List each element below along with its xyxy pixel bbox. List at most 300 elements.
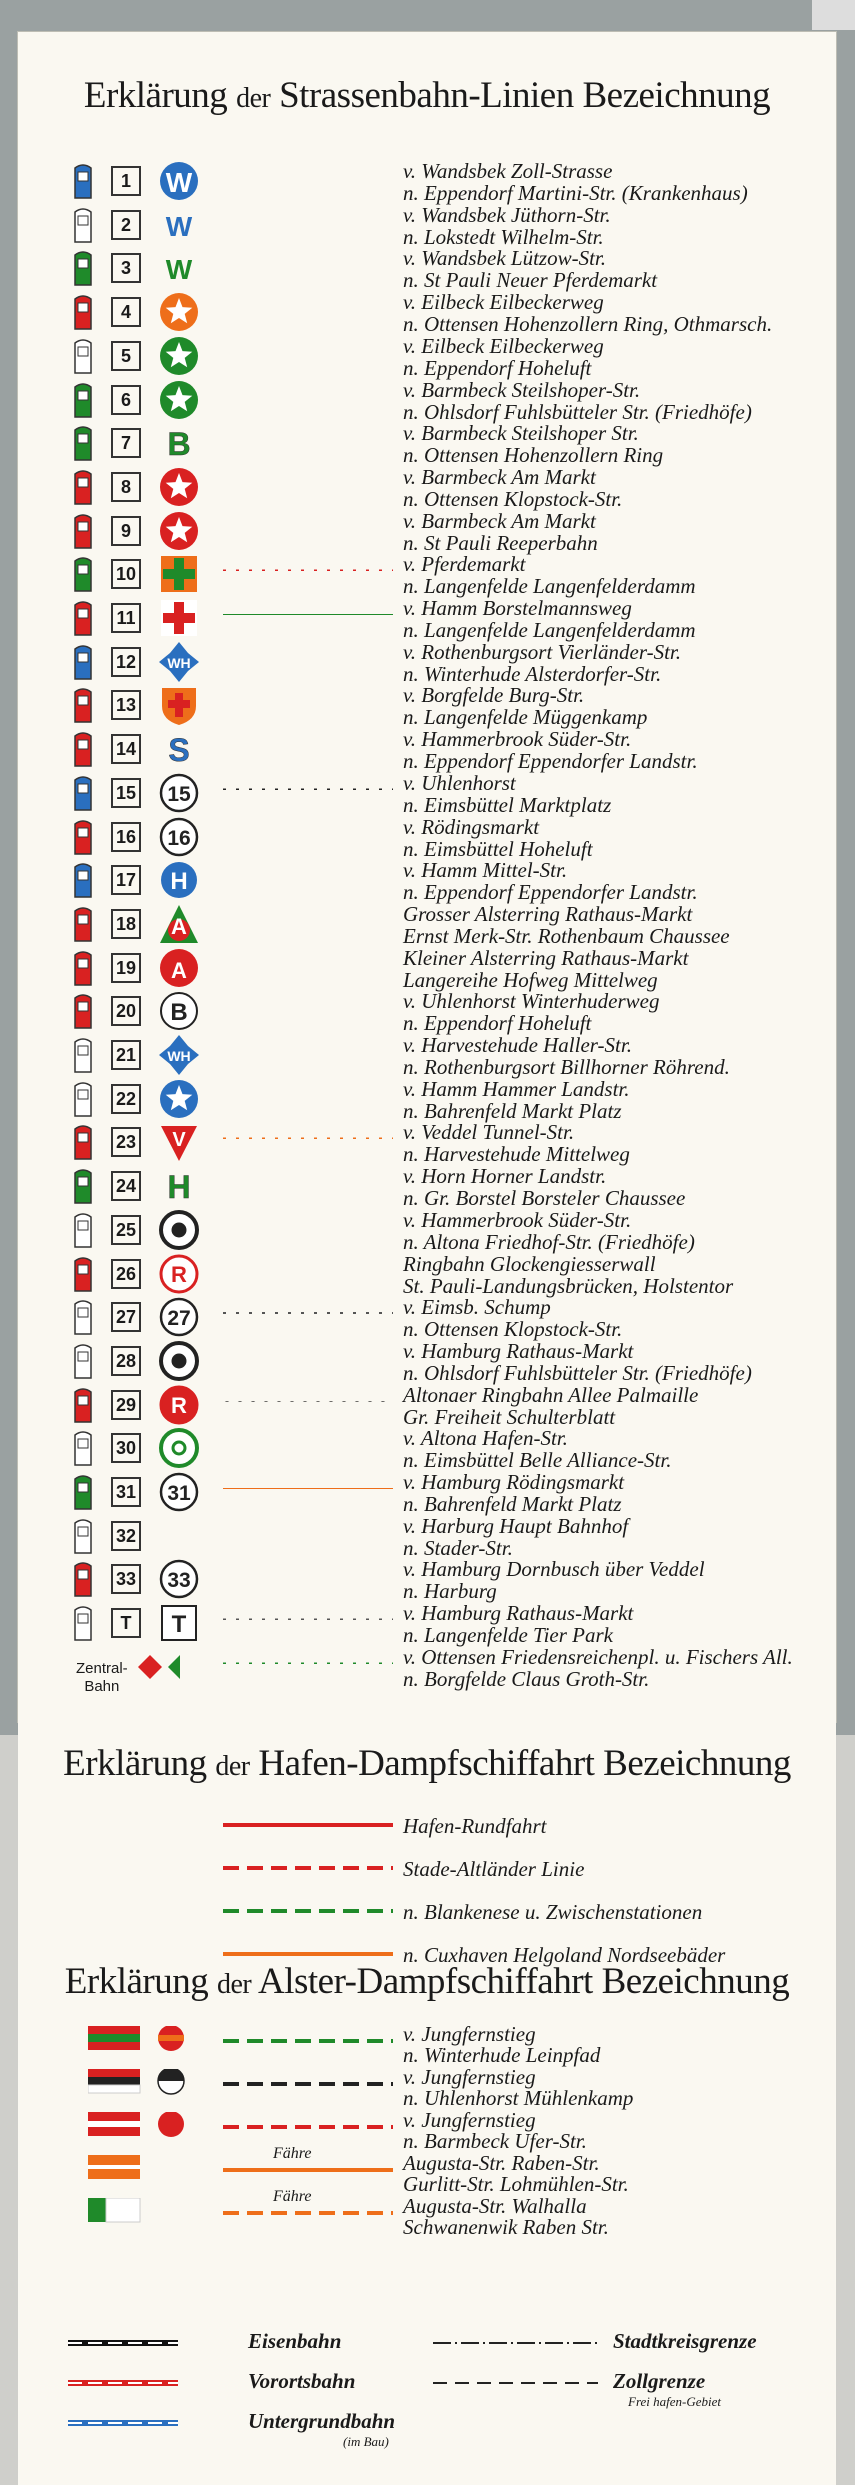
tram-icon	[72, 1036, 94, 1074]
route-row	[18, 1253, 836, 1299]
route-to: n. Rothenburgsort Billhorner Röhrend.	[403, 1055, 730, 1079]
route-symbol-icon	[158, 1078, 200, 1120]
alster-title	[18, 1960, 836, 2003]
route-number: 18	[111, 909, 141, 939]
route-line	[223, 1133, 393, 1139]
schiffahrt-card	[18, 1722, 836, 2485]
route-number: 23	[111, 1127, 141, 1157]
route-number: T	[111, 1608, 141, 1638]
route-symbol-icon	[158, 1253, 200, 1295]
route-line	[223, 1352, 393, 1358]
route-number: 17	[111, 865, 141, 895]
route-line	[223, 1090, 393, 1096]
route-to: n. Eppendorf Hoheluft	[403, 355, 592, 380]
route-line	[223, 522, 393, 528]
route-symbol-icon	[158, 466, 200, 508]
tram-icon	[72, 1211, 94, 1249]
route-number: 13	[111, 690, 141, 720]
alster-line	[223, 2161, 393, 2179]
route-to: n. Eimsbüttel Hoheluft	[403, 836, 593, 861]
alster-line	[223, 2075, 393, 2093]
route-line	[223, 1570, 393, 1576]
tram-icon	[72, 555, 94, 593]
alster-flag-icon	[88, 2112, 188, 2140]
alster-title-small: der	[216, 1969, 252, 2000]
route-row	[18, 291, 836, 337]
hafen-title-1: Erklärung	[63, 1743, 207, 1784]
tram-icon	[72, 293, 94, 331]
svg-text:H: H	[167, 1169, 191, 1206]
route-from: v. Altona Hafen-Str.	[403, 1426, 568, 1451]
route-to: n. Borgfelde Claus Groth-Str.	[403, 1666, 650, 1691]
tram-icon	[72, 337, 94, 375]
route-to: n. Gr. Borstel Borsteler Chaussee	[403, 1186, 686, 1211]
route-line	[223, 784, 393, 790]
route-number: 16	[111, 822, 141, 852]
route-from: Kleiner Alsterring Rathaus-Markt	[403, 945, 689, 970]
faehre-label: Fähre	[273, 2145, 312, 2162]
route-line	[223, 347, 393, 353]
tram-icon	[72, 1517, 94, 1555]
route-number: 33	[111, 1564, 141, 1594]
route-row	[18, 816, 836, 862]
route-symbol-icon	[158, 247, 200, 289]
route-number: 10	[111, 559, 141, 589]
route-line	[223, 696, 393, 702]
alster-to: Gurlitt-Str. Lohmühlen-Str.	[403, 2172, 629, 2196]
route-row	[18, 772, 836, 818]
alster-from: Augusta-Str. Raben-Str.	[403, 2151, 600, 2175]
route-row	[18, 247, 836, 293]
route-row	[18, 466, 836, 512]
alster-to: n. Uhlenhorst Mühlenkamp	[403, 2086, 634, 2110]
tram-icon	[72, 905, 94, 943]
route-to: n. Ottensen Hohenzollern Ring, Othmarsch.	[403, 312, 773, 337]
route-symbol-icon	[158, 1165, 200, 1207]
route-to: n. Ottensen Klopstock-Str.	[403, 486, 623, 511]
hafen-line	[223, 1859, 393, 1877]
route-line	[223, 959, 393, 965]
route-number: 32	[111, 1521, 141, 1551]
route-row	[18, 1078, 836, 1124]
route-line	[223, 303, 393, 309]
route-row	[18, 859, 836, 905]
route-number: 28	[111, 1346, 141, 1376]
tram-icon	[72, 468, 94, 506]
route-symbol-icon	[158, 990, 200, 1032]
route-symbol-icon	[158, 1471, 200, 1513]
route-number: 8	[111, 472, 141, 502]
route-symbol-icon	[158, 947, 200, 989]
route-number: 27	[111, 1302, 141, 1332]
route-number: 20	[111, 996, 141, 1026]
route-symbol-icon	[158, 204, 200, 246]
route-from: v. Hamm Mittel-Str.	[403, 858, 568, 883]
route-symbol-icon	[158, 379, 200, 421]
top-strip	[812, 0, 855, 30]
route-to: n. St Pauli Neuer Pferdemarkt	[403, 268, 658, 293]
route-row	[18, 379, 836, 425]
route-number: 29	[111, 1390, 141, 1420]
route-from: v. Eimsb. Schump	[403, 1295, 551, 1320]
route-symbol-icon	[158, 597, 200, 639]
route-to: n. Langenfelde Langenfelderdamm	[403, 618, 696, 642]
svg-text:T: T	[171, 1611, 187, 1639]
svg-text:31: 31	[167, 1482, 191, 1505]
route-line	[223, 1002, 393, 1008]
route-number: 5	[111, 341, 141, 371]
route-row	[18, 1427, 836, 1473]
tram-icon	[72, 686, 94, 724]
route-to: n. Langenfelde Müggenkamp	[403, 705, 648, 730]
route-to: n. Eppendorf Eppendorfer Landstr.	[403, 749, 698, 774]
route-from: v. Horn Horner Landstr.	[403, 1164, 607, 1189]
alster-to: n. Winterhude Leinpfad	[403, 2043, 601, 2067]
alster-line	[223, 2204, 393, 2222]
alster-from: v. Jungfernstieg	[403, 2022, 536, 2046]
route-number: 7	[111, 428, 141, 458]
route-row	[18, 903, 836, 949]
route-row	[18, 422, 836, 468]
route-row	[18, 1558, 836, 1604]
route-symbol-icon	[158, 335, 200, 377]
route-symbol-icon	[158, 1340, 200, 1382]
route-to: n. Eimsbüttel Marktplatz	[403, 792, 612, 817]
tram-icon	[72, 1473, 94, 1511]
route-row	[18, 1471, 836, 1517]
route-line	[223, 1221, 393, 1227]
tram-icon	[72, 1167, 94, 1205]
route-to: n. St Pauli Reeperbahn	[403, 530, 598, 555]
alster-from: Augusta-Str. Walhalla	[403, 2194, 587, 2218]
route-from: v. Hamm Borstelmannsweg	[403, 596, 632, 620]
route-symbol-icon	[158, 1427, 200, 1469]
route-symbol-icon	[158, 1034, 200, 1076]
route-symbol-icon	[158, 1209, 200, 1251]
route-to: n. Bahrenfeld Markt Platz	[403, 1098, 622, 1123]
route-to: n. Lokstedt Wilhelm-Str.	[403, 224, 604, 249]
tram-icon	[72, 512, 94, 550]
route-number: 21	[111, 1040, 141, 1070]
route-number: 30	[111, 1433, 141, 1463]
route-symbol-icon	[158, 816, 200, 858]
svg-text:A: A	[171, 957, 187, 983]
route-to: n. Eppendorf Hoheluft	[403, 1011, 592, 1036]
route-row	[18, 990, 836, 1036]
route-symbol-icon	[158, 772, 200, 814]
route-to: n. Ottensen Klopstock-Str.	[403, 1317, 623, 1342]
svg-text:A: A	[171, 913, 187, 939]
route-row	[18, 1646, 836, 1692]
route-line	[223, 172, 393, 178]
route-to: n. Harburg	[403, 1579, 497, 1604]
svg-text:R: R	[171, 1261, 187, 1287]
tram-icon	[72, 599, 94, 637]
route-row	[18, 947, 836, 993]
route-to: n. Eimsbüttel Belle Alliance-Str.	[403, 1448, 672, 1473]
route-line	[223, 609, 393, 615]
tram-icon	[72, 643, 94, 681]
route-symbol-icon	[158, 1296, 200, 1338]
tram-icon	[72, 1429, 94, 1467]
route-line	[223, 1046, 393, 1052]
route-number: 3	[111, 253, 141, 283]
route-row	[18, 1515, 836, 1561]
untergrundbahn-label: Untergrundbahn	[248, 2409, 396, 2433]
tram-icon	[72, 1560, 94, 1598]
route-row	[18, 728, 836, 774]
svg-text:V: V	[172, 1129, 186, 1152]
title-word-1: Erklärung	[83, 75, 228, 116]
route-row	[18, 597, 836, 643]
route-to: n. Ottensen Hohenzollern Ring	[403, 443, 664, 468]
svg-text:S: S	[168, 732, 190, 769]
zentral-bahn-label: Zentral- Bahn	[76, 1660, 128, 1695]
route-from: v. Hamburg Rödingsmarkt	[403, 1470, 625, 1494]
route-number: 6	[111, 385, 141, 415]
vorortsbahn-label: Vorortsbahn	[248, 2369, 356, 2393]
route-from: v. Harburg Haupt Bahnhof	[403, 1513, 629, 1538]
route-line	[223, 1483, 393, 1489]
route-to: St. Pauli-Landungsbrücken, Holstentor	[403, 1273, 734, 1298]
tram-icon	[72, 861, 94, 899]
route-line	[223, 391, 393, 397]
route-number: 22	[111, 1084, 141, 1114]
route-from: Ringbahn Glockengiesserwall	[403, 1251, 656, 1276]
route-number: 26	[111, 1259, 141, 1289]
alster-title-1: Erklärung	[64, 1961, 209, 2002]
route-symbol-icon	[158, 1121, 200, 1163]
tram-icon	[72, 162, 94, 200]
route-from: v. Barmbeck Am Markt	[403, 508, 596, 533]
title-word-2: Strassenbahn-Linien Bezeichnung	[279, 75, 771, 116]
route-line	[223, 216, 393, 222]
route-to: n. Eppendorf Eppendorfer Landstr.	[403, 880, 698, 905]
strassenbahn-title	[18, 74, 836, 117]
legend-lines	[68, 2337, 188, 2457]
route-from: v. Barmbeck Am Markt	[403, 464, 596, 489]
route-number: 19	[111, 953, 141, 983]
tram-icon	[72, 381, 94, 419]
im-bau-label: (im Bau)	[343, 2434, 389, 2449]
hafen-line	[223, 1816, 393, 1834]
route-from: v. Hamburg Rathaus-Markt	[403, 1601, 634, 1626]
alster-from: v. Jungfernstieg	[403, 2065, 536, 2089]
svg-text:33: 33	[167, 1569, 191, 1593]
alster-flag-icon	[88, 2069, 188, 2097]
tram-icon	[72, 730, 94, 768]
route-line	[223, 1308, 393, 1314]
route-number: 2	[111, 210, 141, 240]
route-from: v. Uhlenhorst	[403, 770, 516, 795]
route-line	[223, 740, 393, 746]
hafen-label: n. Cuxhaven Helgoland Nordseebäder	[403, 1943, 726, 1967]
route-line	[223, 828, 393, 834]
svg-text:W: W	[165, 254, 193, 286]
route-symbol-icon	[158, 1602, 200, 1644]
alster-flag-icon	[88, 2155, 188, 2183]
route-to: n. Winterhude Alsterdorfer-Str.	[403, 661, 662, 686]
route-to: n. Stader-Str.	[403, 1535, 513, 1560]
alster-to: Schwanenwik Raben Str.	[403, 2215, 609, 2239]
svg-text:16: 16	[167, 826, 191, 850]
route-row	[18, 1209, 836, 1255]
route-symbol-icon	[158, 728, 200, 770]
svg-text:R: R	[171, 1392, 187, 1418]
svg-text:WH: WH	[167, 1048, 191, 1064]
route-from: v. Harvestehude Haller-Str.	[403, 1033, 632, 1057]
tram-icon	[72, 1123, 94, 1161]
route-line	[223, 478, 393, 484]
route-line	[223, 565, 393, 571]
route-from: v. Barmbeck Steilshoper Str.	[403, 421, 639, 446]
route-symbol-icon	[158, 1384, 200, 1426]
route-row	[18, 510, 836, 556]
route-from: v. Hamm Hammer Landstr.	[403, 1076, 630, 1101]
tram-icon	[72, 949, 94, 987]
route-line	[223, 1439, 393, 1445]
route-symbol-icon	[158, 684, 200, 726]
hafen-line	[223, 1902, 393, 1920]
route-from: v. Barmbeck Steilshoper-Str.	[403, 377, 641, 402]
route-to: n. Bahrenfeld Markt Platz	[403, 1492, 622, 1516]
route-from: v. Rothenburgsort Vierländer-Str.	[403, 639, 681, 664]
tram-icon	[72, 206, 94, 244]
route-to: n. Eppendorf Martini-Str. (Krankenhaus)	[403, 181, 748, 205]
route-row	[18, 684, 836, 730]
eisenbahn-label: Eisenbahn	[248, 2329, 342, 2353]
route-from: v. Hamburg Rathaus-Markt	[403, 1338, 634, 1363]
route-from: v. Hamburg Dornbusch über Veddel	[403, 1557, 705, 1582]
tram-icon	[72, 818, 94, 856]
tram-icon	[72, 424, 94, 462]
route-from: Altonaer Ringbahn Allee Palmaille	[403, 1382, 699, 1407]
route-row	[18, 553, 836, 599]
route-line	[223, 1614, 393, 1620]
route-row	[18, 1296, 836, 1342]
hafen-title-2: Hafen-Dampfschiffahrt Bezeichnung	[258, 1743, 791, 1784]
route-symbol-icon	[158, 1558, 200, 1600]
svg-text:27: 27	[167, 1307, 191, 1331]
route-from: v. Hammerbrook Süder-Str.	[403, 727, 632, 752]
route-line	[223, 259, 393, 265]
tram-icon	[72, 1342, 94, 1380]
route-from: Grosser Alsterring Rathaus-Markt	[403, 901, 693, 926]
route-from: v. Ottensen Friedensreichenpl. u. Fischers All.	[403, 1644, 793, 1669]
route-from: v. Wandsbek Jüthorn-Str.	[403, 202, 611, 227]
hafen-label: Stade-Altländer Linie	[403, 1857, 585, 1881]
route-symbol-icon	[158, 422, 200, 464]
route-number: 12	[111, 647, 141, 677]
svg-text:B: B	[167, 426, 191, 463]
route-symbol-icon	[138, 1646, 180, 1688]
faehre-label: Fähre	[273, 2188, 312, 2205]
route-row	[18, 641, 836, 687]
alster-from: v. Jungfernstieg	[403, 2108, 536, 2132]
route-to: Ernst Merk-Str. Rothenbaum Chaussee	[403, 923, 730, 948]
tram-icon	[72, 1298, 94, 1336]
route-line	[223, 653, 393, 659]
route-symbol-icon	[158, 291, 200, 333]
alster-line	[223, 2032, 393, 2050]
svg-text:W: W	[165, 210, 193, 242]
route-from: v. Wandsbek Zoll-Strasse	[403, 159, 613, 183]
route-from: v. Eilbeck Eilbeckerweg	[403, 333, 604, 358]
svg-text:H: H	[170, 868, 188, 896]
route-line	[223, 1177, 393, 1183]
svg-text:WH: WH	[167, 654, 191, 671]
route-line	[223, 915, 393, 921]
route-from: v. Eilbeck Eilbeckerweg	[403, 290, 604, 315]
route-row	[18, 1384, 836, 1430]
title-word-small: der	[236, 83, 271, 114]
route-row	[18, 1340, 836, 1386]
svg-text:15: 15	[167, 782, 191, 806]
route-from: v. Pferdemarkt	[403, 552, 526, 577]
route-from: v. Hammerbrook Süder-Str.	[403, 1207, 632, 1232]
alster-line	[223, 2118, 393, 2136]
route-from: v. Rödingsmarkt	[403, 814, 540, 839]
route-to: Gr. Freiheit Schulterblatt	[403, 1404, 616, 1429]
legend-boundaries	[433, 2337, 603, 2397]
route-number: 11	[111, 603, 141, 633]
route-line	[223, 1527, 393, 1533]
route-row	[18, 204, 836, 250]
route-symbol-icon	[158, 160, 200, 202]
route-from: v. Veddel Tunnel-Str.	[403, 1120, 575, 1145]
tram-icon	[72, 992, 94, 1030]
route-number: 31	[111, 1477, 141, 1507]
tram-icon	[72, 1080, 94, 1118]
route-number: 14	[111, 734, 141, 764]
route-from: v. Uhlenhorst Winterhuderweg	[403, 989, 660, 1014]
tram-icon	[72, 1386, 94, 1424]
route-to: n. Harvestehude Mittelweg	[403, 1142, 630, 1167]
route-row	[18, 1121, 836, 1167]
route-line	[223, 1396, 393, 1402]
route-to: Langereihe Hofweg Mittelweg	[403, 967, 658, 992]
tram-icon	[72, 1604, 94, 1642]
alster-flag-icon	[88, 2026, 188, 2054]
hafen-label: Hafen-Rundfahrt	[403, 1814, 547, 1838]
route-row	[18, 1602, 836, 1648]
tram-icon	[72, 249, 94, 287]
tram-icon	[72, 1255, 94, 1293]
freihafen-label: Frei hafen-Gebiet	[628, 2394, 722, 2409]
route-line	[223, 1658, 393, 1664]
route-from: v. Borgfelde Burg-Str.	[403, 683, 585, 708]
route-from: v. Wandsbek Lützow-Str.	[403, 246, 607, 271]
svg-text:W: W	[165, 167, 193, 198]
hafen-label: n. Blankenese u. Zwischenstationen	[403, 1900, 703, 1924]
route-row	[18, 1034, 836, 1080]
alster-to: n. Barmbeck Ufer-Str.	[403, 2129, 587, 2153]
route-symbol-icon	[158, 859, 200, 901]
route-symbol-icon	[158, 903, 200, 945]
route-to: n. Langenfelde Tier Park	[403, 1623, 613, 1648]
route-symbol-icon	[158, 510, 200, 552]
strassenbahn-card	[18, 32, 836, 1722]
hafen-title-small: der	[215, 1751, 250, 1782]
route-line	[223, 434, 393, 440]
alster-flag-icon	[88, 2198, 188, 2226]
alster-title-2: Alster-Dampfschiffahrt Bezeichnung	[257, 1961, 790, 2002]
route-number: 15	[111, 778, 141, 808]
hafen-title	[18, 1742, 836, 1785]
route-number: 1	[111, 166, 141, 196]
route-number: 9	[111, 516, 141, 546]
route-line	[223, 871, 393, 877]
